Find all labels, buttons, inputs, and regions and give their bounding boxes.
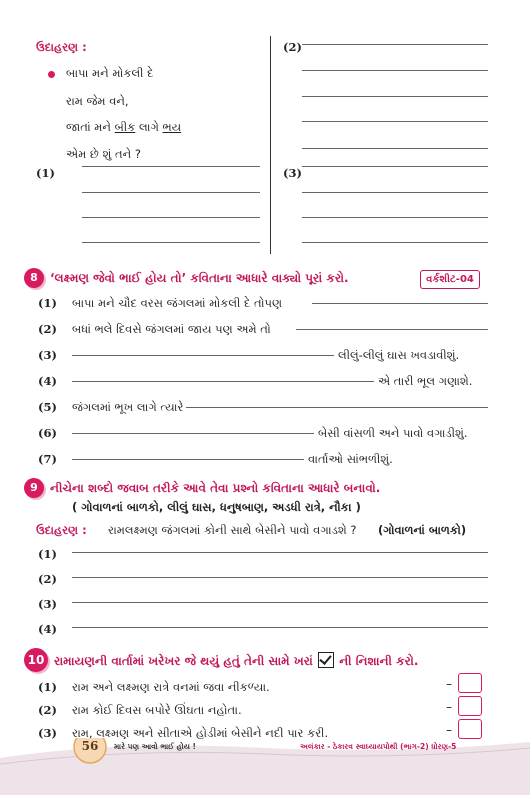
tick-box[interactable] [458, 719, 482, 739]
q10-title-b: ની નિશાની કરો. [339, 654, 419, 668]
statement-text: રામ, લક્ષ્મણ અને સીતાએ હોડીમાં બેસીને નદી પાર કરી. [72, 726, 329, 740]
poem-line-4: એમ છે શું તને ? [66, 147, 141, 161]
page-number: 56 [81, 739, 99, 753]
q10-title-a: રામાયણની વાર્તામાં ખરેખર જે થયું હતું તેની સામે ખરાં [54, 654, 313, 668]
sentence-end: બેસી વાંસળી અને પાવો વગાડીશું. [318, 426, 468, 440]
sentence-start: જંગલમાં ભૂખ લાગે ત્યારે [72, 400, 184, 414]
sentence-end: એ તારી ભૂલ ગણાશે. [378, 374, 473, 388]
poem-line-1: બાપા મને મોકલી દે [66, 66, 154, 80]
answer-line[interactable] [302, 166, 488, 167]
answer-line[interactable] [72, 577, 488, 578]
item-number: (3) [38, 726, 57, 740]
question-9-badge: 9 [24, 478, 44, 498]
item-number: (4) [38, 622, 57, 636]
item-number: (5) [38, 400, 57, 414]
item-number: (2) [38, 703, 57, 717]
poem-text: લાગે [138, 120, 159, 134]
answer-line[interactable] [302, 44, 488, 45]
question-8-title: ‘લક્ષ્મણ જેવો ભાઈ હોય તો’ કવિતાના આધારે વાક્યો પૂરાં કરો. [50, 271, 349, 285]
question-10-title [54, 652, 418, 669]
item-number: (2) [38, 572, 57, 586]
footer-left-title: મારે પણ આવો ભાઈ હોય ! [114, 742, 196, 751]
answer-line[interactable] [82, 192, 260, 193]
statement-text: રામ અને લક્ષ્મણ રાત્રે વનમાં જવા નીકળ્યા. [72, 680, 270, 694]
item-number: (1) [38, 547, 57, 561]
item-number: (4) [38, 374, 57, 388]
poem-line-3 [66, 120, 181, 135]
tick-box[interactable] [458, 696, 482, 716]
answer-line[interactable] [302, 70, 488, 71]
answer-line[interactable] [302, 121, 488, 122]
footer-right-title: અલંકાર - ઠેકારવ સ્વાધ્યાયપોથી (ભાગ-2) ધોરણ-5 [300, 742, 457, 751]
sentence-start: બધાં ભલે દિવસે જંગલમાં જાય પણ અમે તો [72, 322, 271, 336]
answer-num-3: (3) [283, 166, 302, 180]
checkmark-icon [318, 652, 334, 668]
dash: – [446, 700, 452, 714]
item-number: (3) [38, 348, 57, 362]
q9-example-answer: (ગોવાળનાં બાળકો) [378, 523, 467, 537]
answer-line[interactable] [302, 242, 488, 243]
answer-line[interactable] [72, 602, 488, 603]
answer-line[interactable] [82, 166, 260, 167]
item-number: (1) [38, 296, 57, 310]
fill-line[interactable] [312, 303, 488, 304]
item-number: (2) [38, 322, 57, 336]
q9-example-label: ઉદાહરણ : [36, 523, 87, 537]
item-number: (7) [38, 452, 57, 466]
underlined-word: ભય [162, 120, 182, 134]
question-8-badge: 8 [24, 268, 44, 288]
example-label: ઉદાહરણ : [36, 40, 87, 54]
tick-box[interactable] [458, 673, 482, 693]
item-number: (3) [38, 597, 57, 611]
answer-line[interactable] [302, 217, 488, 218]
answer-line[interactable] [72, 552, 488, 553]
answer-line[interactable] [82, 217, 260, 218]
answer-num-1: (1) [36, 166, 55, 180]
fill-line[interactable] [186, 407, 488, 408]
column-divider [270, 36, 271, 254]
footer-band [0, 738, 530, 795]
item-number: (6) [38, 426, 57, 440]
dash: – [446, 677, 452, 691]
answer-num-2: (2) [283, 40, 302, 54]
answer-line[interactable] [302, 148, 488, 149]
fill-line[interactable] [72, 433, 314, 434]
fill-line[interactable] [72, 459, 304, 460]
bullet-dot [48, 71, 55, 78]
question-9-title: નીચેના શબ્દો જવાબ તરીકે આવે તેવા પ્રશ્નો કવિતાના આધારે બનાવો. [50, 481, 381, 495]
item-number: (1) [38, 680, 57, 694]
fill-line[interactable] [72, 381, 374, 382]
sentence-start: બાપા મને ચૌદ વરસ જંગલમાં મોકલી દે તોપણ [72, 296, 283, 310]
fill-line[interactable] [72, 355, 334, 356]
fill-line[interactable] [296, 329, 488, 330]
answer-line[interactable] [302, 192, 488, 193]
answer-line[interactable] [82, 242, 260, 243]
question-10-badge: 10 [24, 648, 48, 672]
dash: – [446, 723, 452, 737]
poem-text: જાતાં મને [66, 120, 111, 134]
sentence-end: વાર્તાઓ સાંભળીશું. [308, 452, 393, 466]
answer-line[interactable] [72, 627, 488, 628]
sentence-end: લીલું-લીલું ઘાસ ખવડાવીશું. [338, 348, 460, 362]
statement-text: રામ કોઈ દિવસ બપોરે ઊંઘતા નહોતા. [72, 703, 242, 717]
poem-line-2: રામ જેમ વને, [66, 94, 129, 108]
worksheet-tag: વર્કશીટ-04 [420, 270, 480, 289]
word-options: ( ગોવાળનાં બાળકો, લીલું ઘાસ, ધનુષબાણ, અડધી રાત્રે, નૌકા ) [72, 500, 361, 514]
underlined-word: બીક [114, 120, 136, 134]
q9-example-question: રામલક્ષ્મણ જંગલમાં કોની સાથે બેસીને પાવો વગાડશે ? [108, 523, 357, 537]
answer-line[interactable] [302, 96, 488, 97]
